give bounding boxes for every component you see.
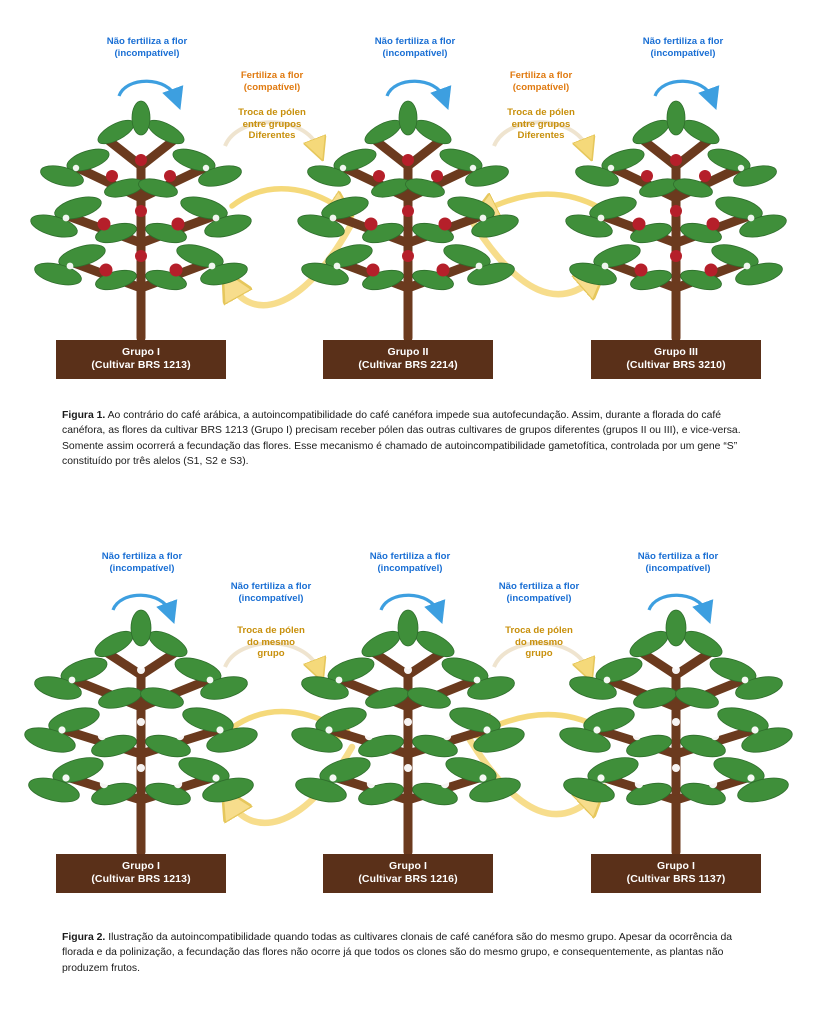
callout-pollen-right-line2: do mesmo xyxy=(515,636,563,648)
callout-self-left-line1: Não fertiliza a flor xyxy=(106,36,188,47)
callout-pollen-left-line3: Diferentes xyxy=(248,130,296,142)
plaque-left-line1: Grupo I xyxy=(121,346,161,358)
tree-group-right xyxy=(551,562,801,885)
callout-pollen-left-line1: Troca de pólen xyxy=(238,107,306,118)
callout-self-center-line2: (incompatível) xyxy=(382,47,448,59)
callout-self-left-line2: (incompatível) xyxy=(114,47,180,59)
callout-pollen-right-line3: Diferentes xyxy=(517,130,565,142)
figure-2-scene xyxy=(0,532,817,902)
callout-self-right xyxy=(608,551,748,574)
plaque-left-line2: (Cultivar BRS 1213) xyxy=(91,873,191,885)
figure-1-caption xyxy=(62,408,757,470)
callout-compat-left-line2: (compatível) xyxy=(243,81,301,93)
plaque-right-line1: Grupo I xyxy=(656,860,696,872)
callout-pollen-right xyxy=(471,107,611,142)
callout-self-center xyxy=(345,36,485,59)
plaque-center-line2: (Cultivar BRS 1216) xyxy=(358,873,458,885)
callout-self-right-line2: (incompatível) xyxy=(650,47,716,59)
callout-pollen-left xyxy=(202,107,342,142)
plaque-left xyxy=(56,340,226,379)
callout-pollen-right-line2: entre grupos xyxy=(511,118,571,130)
callout-pollen-right xyxy=(469,625,609,660)
tree-group-left xyxy=(16,562,266,885)
callout-incompat-left xyxy=(201,581,341,604)
figure-2 xyxy=(0,532,817,912)
figure-1-caption-text: Ao contrário do café arábica, a autoincompatibilidade do café canéfora impede sua autofecundação. Assim, durante a florada do café canéfora, as flores da cultivar BRS 1213 (Grupo I) precisam receber pólen das outras cultivares de grupos diferentes (grupos II ou III), e vice-versa. Somente assim ocorrerá a fecundação das flores. Esse mecanismo é chamado de autoincompatibilidade gametofítica, controlada por um gene “S” constituído por três alelos (S1, S2 e S3). xyxy=(62,410,741,468)
callout-self-center-line1: Não fertiliza a flor xyxy=(369,551,451,562)
coffee-tree-icon-center xyxy=(283,562,533,862)
callout-incompat-left-line1: Não fertiliza a flor xyxy=(230,581,312,592)
plaque-center-line1: Grupo I xyxy=(388,860,428,872)
callout-incompat-right-line2: (incompatível) xyxy=(506,592,572,604)
callout-pollen-right-line1: Troca de pólen xyxy=(505,625,573,636)
callout-self-left-line1: Não fertiliza a flor xyxy=(101,551,183,562)
plaque-right-line2: (Cultivar BRS 1137) xyxy=(626,873,726,885)
callout-incompat-right xyxy=(469,581,609,604)
plaque-center xyxy=(323,854,493,893)
callout-self-right-line2: (incompatível) xyxy=(645,562,711,574)
callout-incompat-left-line2: (incompatível) xyxy=(238,592,304,604)
figure-1-caption-label: Figura 1. xyxy=(62,410,106,421)
callout-self-right-line1: Não fertiliza a flor xyxy=(637,551,719,562)
plaque-left-line1: Grupo I xyxy=(121,860,161,872)
callout-compat-left-line1: Fertiliza a flor xyxy=(240,70,304,81)
callout-pollen-left-line2: entre grupos xyxy=(242,118,302,130)
callout-self-left xyxy=(72,551,212,574)
coffee-tree-icon-right xyxy=(551,562,801,862)
callout-self-center xyxy=(340,551,480,574)
callout-incompat-right-line1: Não fertiliza a flor xyxy=(498,581,580,592)
plaque-left xyxy=(56,854,226,893)
figure-2-caption xyxy=(62,930,757,976)
callout-pollen-right-line1: Troca de pólen xyxy=(507,107,575,118)
callout-compat-right-line2: (compatível) xyxy=(512,81,570,93)
plaque-right-line2: (Cultivar BRS 3210) xyxy=(626,359,726,371)
callout-compat-right xyxy=(471,70,611,93)
figure-1-scene xyxy=(0,18,817,388)
callout-compat-right-line1: Fertiliza a flor xyxy=(509,70,573,81)
callout-self-left xyxy=(77,36,217,59)
plaque-left-line2: (Cultivar BRS 1213) xyxy=(91,359,191,371)
callout-pollen-left-line3: grupo xyxy=(257,648,285,660)
callout-self-center-line2: (incompatível) xyxy=(377,562,443,574)
plaque-right xyxy=(591,340,761,379)
callout-pollen-left xyxy=(201,625,341,660)
coffee-tree-icon-left xyxy=(16,562,266,862)
callout-pollen-right-line3: grupo xyxy=(525,648,553,660)
tree-group-center xyxy=(283,562,533,885)
plaque-center-line2: (Cultivar BRS 2214) xyxy=(358,359,458,371)
figure-2-caption-label: Figura 2. xyxy=(62,932,106,943)
figure-1 xyxy=(0,18,817,398)
callout-self-right xyxy=(613,36,753,59)
callout-self-center-line1: Não fertiliza a flor xyxy=(374,36,456,47)
plaque-center xyxy=(323,340,493,379)
callout-pollen-left-line2: do mesmo xyxy=(247,636,295,648)
plaque-right xyxy=(591,854,761,893)
callout-self-right-line1: Não fertiliza a flor xyxy=(642,36,724,47)
callout-compat-left xyxy=(202,70,342,93)
plaque-right-line1: Grupo III xyxy=(653,346,699,358)
callout-pollen-left-line1: Troca de pólen xyxy=(237,625,305,636)
plaque-center-line1: Grupo II xyxy=(387,346,429,358)
callout-self-left-line2: (incompatível) xyxy=(109,562,175,574)
figure-2-caption-text: Ilustração da autoincompatibilidade quando todas as cultivares clonais de café canéfora são do mesmo grupo. Apesar da ocorrência da florada e da polinização, a fecundação das flores não ocorre já que todos os clones são do mesmo grupo, e consequentemente, as plantas não produzem frutos. xyxy=(62,932,733,974)
